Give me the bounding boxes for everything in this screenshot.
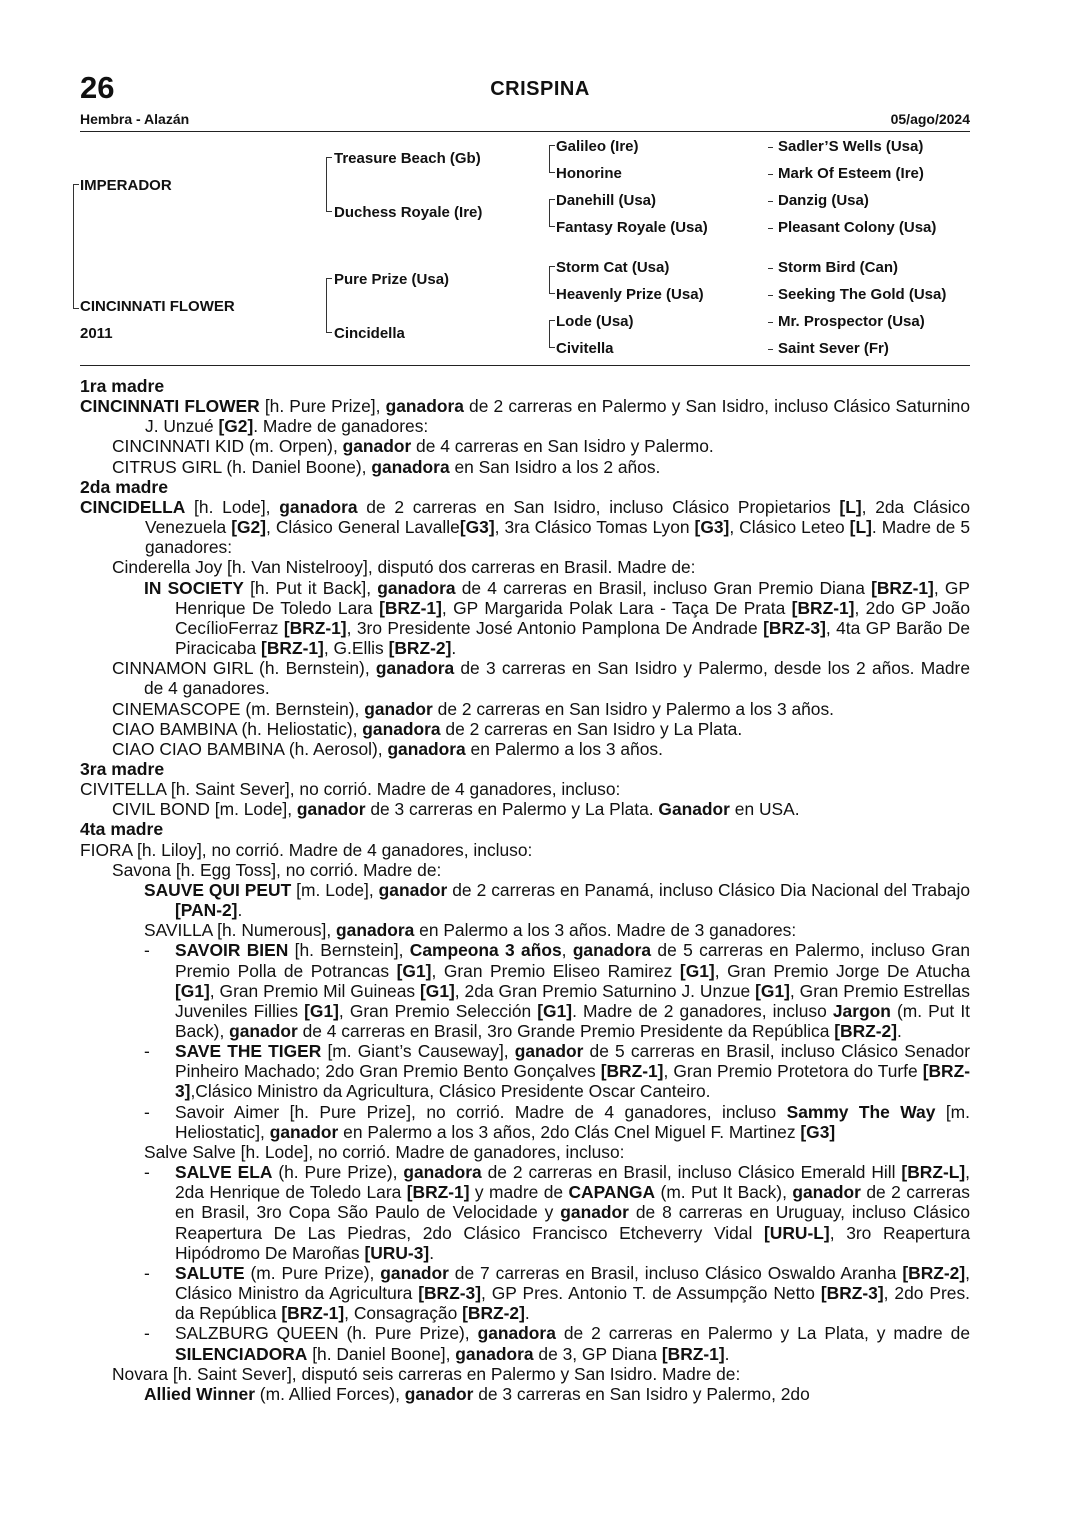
produce-entry: Savona [h. Egg Toss], no corrió. Madre de: (112, 859, 442, 880)
produce-entry: CITRUS GIRL (h. Daniel Boone), ganadora en San Isidro a los 2 años. (112, 456, 661, 477)
produce-entry: CINCIDELLA [h. Lode], ganadora de 2 carreras en San Isidro, incluso Clásico Propietarios [L], 2da Clásico Venezuela [G2], Clásico General Lavalle[G3], 3ra Clásico Tomas Lyon [G3], Clásico Leteo [L]. Madre de 5 ganadores: (80, 496, 970, 558)
produce-entry: - SAVOIR BIEN [h. Bernstein], Campeona 3 años, ganadora de 5 carreras en Palermo, incluso Gran Premio Polla de Potrancas [G1], Gran Premio Eliseo Ramirez [G1], Gran Premio Jorge De Atucha [G1], Gran Premio Mil Guineas [G1], 2da Gran Premio Saturnino J. Unzue [G1], Gran Premio Estrellas Juveniles Fillies [G1], Gran Premio Selección [G1]. Madre de 2 ganadores, incluso Jargon (m. Put It Back), ganador de 4 carreras en Brasil, 3ro Grande Premio Presidente da República [BRZ-2]. (80, 940, 970, 1041)
gen3-ancestor: Galileo (Ire) (556, 138, 639, 155)
dam-section-title: 3ra madre (80, 758, 165, 779)
gen4-dash (768, 349, 773, 350)
produce-entry: CINCINNATI FLOWER [h. Pure Prize], ganadora de 2 carreras en Palermo y San Isidro, incluso Clásico Saturnino J. Unzué [G2]. Madre de ganadores: (80, 396, 971, 437)
dam-section-title: 4ta madre (80, 819, 164, 840)
gen4-dash (768, 174, 773, 175)
gen4-ancestor: Seeking The Gold (Usa) (778, 286, 947, 303)
produce-record (80, 376, 970, 1404)
gen3-ancestor: Honorine (556, 165, 622, 182)
dam-section-title: 2da madre (80, 476, 169, 497)
produce-entry: IN SOCIETY [h. Put it Back], ganadora de 4 carreras en Brasil, incluso Gran Premio Diana [BRZ-1], GP Henrique De Toledo Lara [BRZ-1], GP Margarida Polak Lara - Taça De Prata [BRZ-1], 2do GP João CecílioFerraz [BRZ-1], 3ro Presidente José Antonio Pamplona De Andrade [BRZ-3], 4ta GP Barão De Piracicaba [BRZ-1], G.Ellis [BRZ-2]. (144, 577, 970, 659)
gen4-dash (768, 295, 773, 296)
gen3-bracket-lower (549, 199, 555, 227)
gen3-ancestor: Civitella (556, 340, 614, 357)
gen2-dam-dam: Cincidella (334, 325, 405, 342)
dam-year: 2011 (80, 325, 113, 342)
gen3-ancestor: Fantasy Royale (Usa) (556, 219, 708, 236)
gen2-bracket-lower (326, 157, 332, 212)
gen3-bracket-lower (549, 266, 555, 294)
produce-entry: CINNAMON GIRL (h. Bernstein), ganadora de 3 carreras en San Isidro y Palermo, desde los 2 años. Madre de 4 ganadores. (112, 658, 971, 699)
gen2-sire-dam: Duchess Royale (Ire) (334, 204, 483, 221)
gen3-ancestor: Heavenly Prize (Usa) (556, 286, 704, 303)
gen3-ancestor: Danehill (Usa) (556, 192, 657, 209)
produce-entry: - Savoir Aimer [h. Pure Prize], no corrió. Madre de 4 ganadores, incluso Sammy The Way [m. Heliostatic], ganador en Palermo a los 3 años, 2do Clás Cnel Miguel F. Martinez [G3] (80, 1102, 970, 1142)
gen4-ancestor: Storm Bird (Can) (778, 259, 898, 276)
gen3-bracket-lower (549, 145, 555, 173)
produce-entry: Novara [h. Saint Sever], disputó seis carreras en Palermo y San Isidro. Madre de: (112, 1363, 741, 1384)
produce-entry: CIVIL BOND [m. Lode], ganador de 3 carreras en Palermo y La Plata. Ganador en USA. (112, 799, 800, 820)
dam: CINCINNATI FLOWER (80, 298, 235, 315)
sale-date: 05/ago/2024 (890, 111, 970, 127)
gen4-dash (768, 228, 773, 229)
produce-entry: - SALVE ELA (h. Pure Prize), ganadora de 2 carreras en Brasil, incluso Clásico Emerald Hill [BRZ-L], 2da Henrique de Toledo Lara [BRZ-1] y madre de CAPANGA (m. Put It Back), ganador de 2 carreras en Brasil, 3ro Copa São Paulo de Velocidade y ganador de 8 carreras en Uruguay, incluso Clásico Reapertura De Las Piedras, 2do Clásico Francisco Etcheverry Vidal [URU-L], 3ro Reapertura Hipódromo De Maroñas [URU-3]. (80, 1162, 970, 1263)
produce-entry: Salve Salve [h. Lode], no corrió. Madre de ganadores, incluso: (144, 1141, 625, 1162)
produce-entry: Cinderella Joy [h. Van Nistelrooy], disputó dos carreras en Brasil. Madre de: (112, 557, 696, 578)
sex-coat: Hembra - Alazán (80, 111, 190, 127)
sire: IMPERADOR (80, 177, 172, 194)
produce-entry: CIAO CIAO BAMBINA (h. Aerosol), ganadora en Palermo a los 3 años. (112, 738, 663, 759)
gen4-ancestor: Mr. Prospector (Usa) (778, 313, 925, 330)
produce-entry: CIVITELLA [h. Saint Sever], no corrió. Madre de 4 ganadores, incluso: (80, 779, 621, 800)
produce-entry: - SALZBURG QUEEN (h. Pure Prize), ganadora de 2 carreras en Palermo y La Plata, y madre de SILENCIADORA [h. Daniel Boone], ganadora de 3, GP Diana [BRZ-1]. (80, 1323, 970, 1363)
sire-dam-bracket-lower (73, 184, 79, 309)
produce-entry: CINEMASCOPE (m. Bernstein), ganador de 2 carreras en San Isidro y Palermo a los 3 años. (112, 698, 834, 719)
produce-entry: - SALUTE (m. Pure Prize), ganador de 7 carreras en Brasil, incluso Clásico Oswaldo Aranha [BRZ-2], Clásico Ministro da Agricultura [BRZ-3], GP Pres. Antonio T. de Assumpção Netto [BRZ-3], 2do Pres. da República [BRZ-1], Consagração [BRZ-2]. (80, 1263, 970, 1323)
horse-name: CRISPINA (490, 78, 590, 100)
gen3-ancestor: Storm Cat (Usa) (556, 259, 670, 276)
gen4-ancestor: Pleasant Colony (Usa) (778, 219, 937, 236)
produce-entry: CINCINNATI KID (m. Orpen), ganador de 4 carreras en San Isidro y Palermo. (112, 436, 714, 457)
gen4-dash (768, 268, 773, 269)
dam-section-title: 1ra madre (80, 376, 165, 396)
gen2-bracket-lower (326, 278, 332, 333)
gen3-bracket-lower (549, 320, 555, 348)
produce-entry: CIAO BAMBINA (h. Heliostatic), ganadora de 2 carreras en San Isidro y La Plata. (112, 718, 743, 739)
produce-entry: Allied Winner (m. Allied Forces), ganador de 3 carreras en San Isidro y Palermo, 2do (144, 1383, 810, 1404)
header-rule (80, 131, 970, 132)
gen3-ancestor: Lode (Usa) (556, 313, 634, 330)
gen4-ancestor: Sadler’S Wells (Usa) (778, 138, 924, 155)
gen2-dam-sire: Pure Prize (Usa) (334, 271, 450, 288)
gen4-dash (768, 147, 773, 148)
gen4-ancestor: Mark Of Esteem (Ire) (778, 165, 924, 182)
gen4-dash (768, 201, 773, 202)
gen4-dash (768, 322, 773, 323)
gen4-ancestor: Danzig (Usa) (778, 192, 869, 209)
gen2-sire-sire: Treasure Beach (Gb) (334, 150, 481, 167)
produce-entry: SAUVE QUI PEUT [m. Lode], ganador de 2 carreras en Panamá, incluso Clásico Dia Nacional del Trabajo [PAN-2]. (144, 879, 970, 921)
produce-entry: SAVILLA [h. Numerous], ganadora en Palermo a los 3 años. Madre de 3 ganadores: (144, 920, 797, 941)
produce-entry: - SAVE THE TIGER [m. Giant’s Causeway], ganador de 5 carreras en Brasil, incluso Clásico Senador Pinheiro Machado; 2do Gran Premio Bento Gonçalves [BRZ-1], Gran Premio Protetora do Turfe [BRZ-3],Clásico Ministro da Agricultura, Clásico Presidente Oscar Canteiro. (80, 1041, 970, 1101)
produce-entry: FIORA [h. Liloy], no corrió. Madre de 4 ganadores, incluso: (80, 839, 533, 860)
pedigree-rule (80, 365, 970, 366)
gen4-ancestor: Saint Sever (Fr) (778, 340, 889, 357)
lot-number: 26 (80, 70, 115, 105)
